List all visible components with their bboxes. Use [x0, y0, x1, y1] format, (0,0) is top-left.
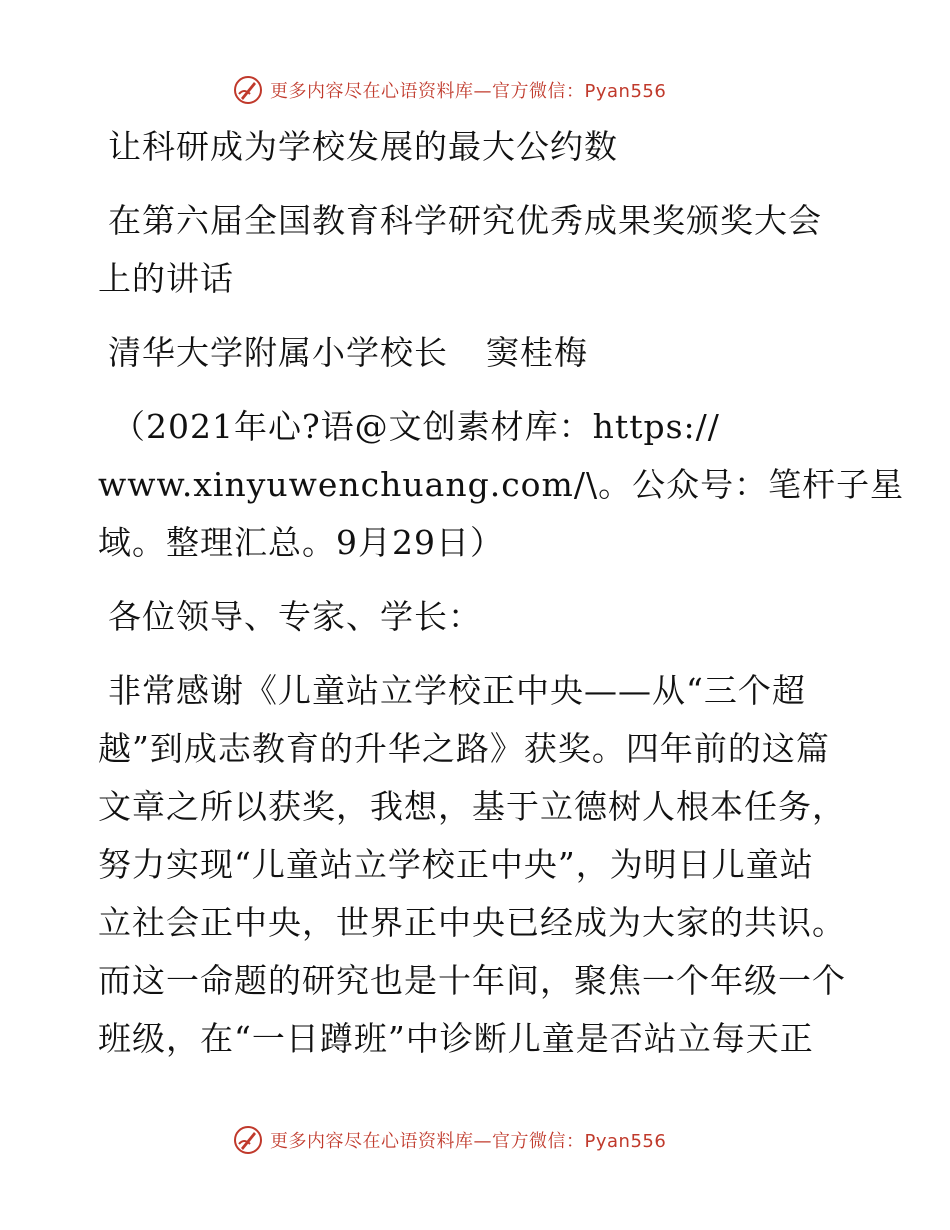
body-line: 立社会正中央，世界正中央已经成为大家的共识。 [98, 903, 846, 942]
watermark-text: 更多内容尽在心语资料库—官方微信：Pyan556 [270, 81, 667, 102]
author-role: 清华大学附属小学校长 [108, 333, 448, 372]
body-line: 非常感谢《儿童站立学校正中央——从“三个超 [108, 671, 806, 710]
header-watermark [232, 70, 732, 110]
document-body [98, 118, 905, 1068]
source-line-3: 域。整理汇总。9月29日） [98, 523, 504, 562]
footer-watermark [232, 1120, 732, 1160]
body-line: 班级，在“一日蹲班”中诊断儿童是否站立每天正 [98, 1019, 814, 1058]
author-name: 窦桂梅 [486, 333, 588, 372]
body-line: 努力实现“儿童站立学校正中央”，为明日儿童站 [98, 845, 814, 884]
salutation: 各位领导、专家、学长： [108, 597, 482, 636]
body-line: 文章之所以获奖，我想，基于立德树人根本任务， [98, 787, 846, 826]
document-title: 让科研成为学校发展的最大公约数 [108, 127, 618, 166]
source-line-1: （2021年心?语@文创素材库：https:// [112, 407, 720, 446]
author-line [98, 324, 858, 382]
source-line-2: www.xinyuwenchuang.com/\。公众号：笔杆子星 [98, 465, 905, 504]
document-subtitle-line-2: 上的讲话 [98, 259, 234, 298]
watermark-text: 更多内容尽在心语资料库—官方微信：Pyan556 [270, 1131, 667, 1152]
document-subtitle-line-1: 在第六届全国教育科学研究优秀成果奖颁奖大会 [108, 201, 822, 240]
body-line: 越”到成志教育的升华之路》获奖。四年前的这篇 [98, 729, 830, 768]
body-line: 而这一命题的研究也是十年间，聚焦一个年级一个 [98, 961, 846, 1000]
quill-logo-icon [232, 74, 264, 106]
quill-logo-icon [232, 1124, 264, 1156]
